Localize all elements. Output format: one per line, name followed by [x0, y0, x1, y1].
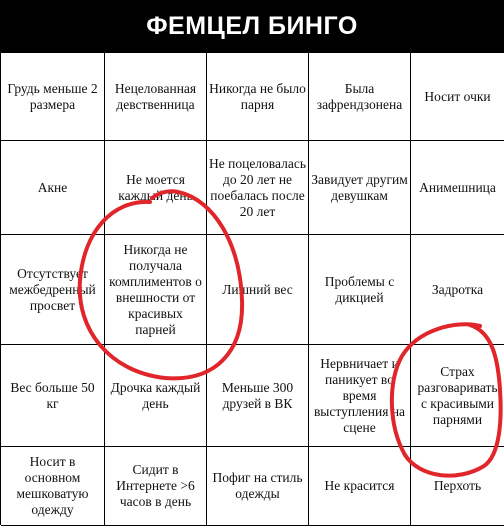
cell-r4-c2: Дрочка каждый день	[105, 345, 207, 447]
cell-r2-c4: Завидует другим девушкам	[309, 141, 411, 235]
cell-r1-c3: Никогда не было парня	[207, 53, 309, 141]
cell-r3-c5: Задротка	[411, 235, 504, 345]
cell-r2-c2: Не моется каждый день	[105, 141, 207, 235]
cell-r2-c5: Анимешница	[411, 141, 504, 235]
cell-r4-c1: Вес больше 50 кг	[1, 345, 105, 447]
cell-r1-c2: Нецелованная девственница	[105, 53, 207, 141]
cell-r4-c5: Страх разговаривать с красивыми парнями	[411, 345, 504, 447]
cell-r1-c4: Была зафрендзонена	[309, 53, 411, 141]
cell-r5-c3: Пофиг на стиль одежды	[207, 447, 309, 526]
cell-r2-c1: Акне	[1, 141, 105, 235]
cell-r5-c4: Не красится	[309, 447, 411, 526]
cell-r3-c2: Никогда не получала комплиментов о внешности от красивых парней	[105, 235, 207, 345]
cell-r3-c1: Отсутствует межбедренный просвет	[1, 235, 105, 345]
cell-r3-c4: Проблемы с дикцией	[309, 235, 411, 345]
cell-r5-c5: Перхоть	[411, 447, 504, 526]
cell-r1-c5: Носит очки	[411, 53, 504, 141]
bingo-grid	[0, 52, 504, 525]
cell-r3-c3: Лишний вес	[207, 235, 309, 345]
cell-r4-c3: Меньше 300 друзей в ВК	[207, 345, 309, 447]
cell-r1-c1: Грудь меньше 2 размера	[1, 53, 105, 141]
cell-r5-c2: Сидит в Интернете >6 часов в день	[105, 447, 207, 526]
cell-r5-c1: Носит в основном мешковатую одежду	[1, 447, 105, 526]
cell-r2-c3: Не поцеловалась до 20 лет не поебалась после 20 лет	[207, 141, 309, 235]
page-title: ФЕМЦЕЛ БИНГО	[0, 0, 504, 52]
cell-r4-c4: Нервничает и паникует во время выступления на сцене	[309, 345, 411, 447]
